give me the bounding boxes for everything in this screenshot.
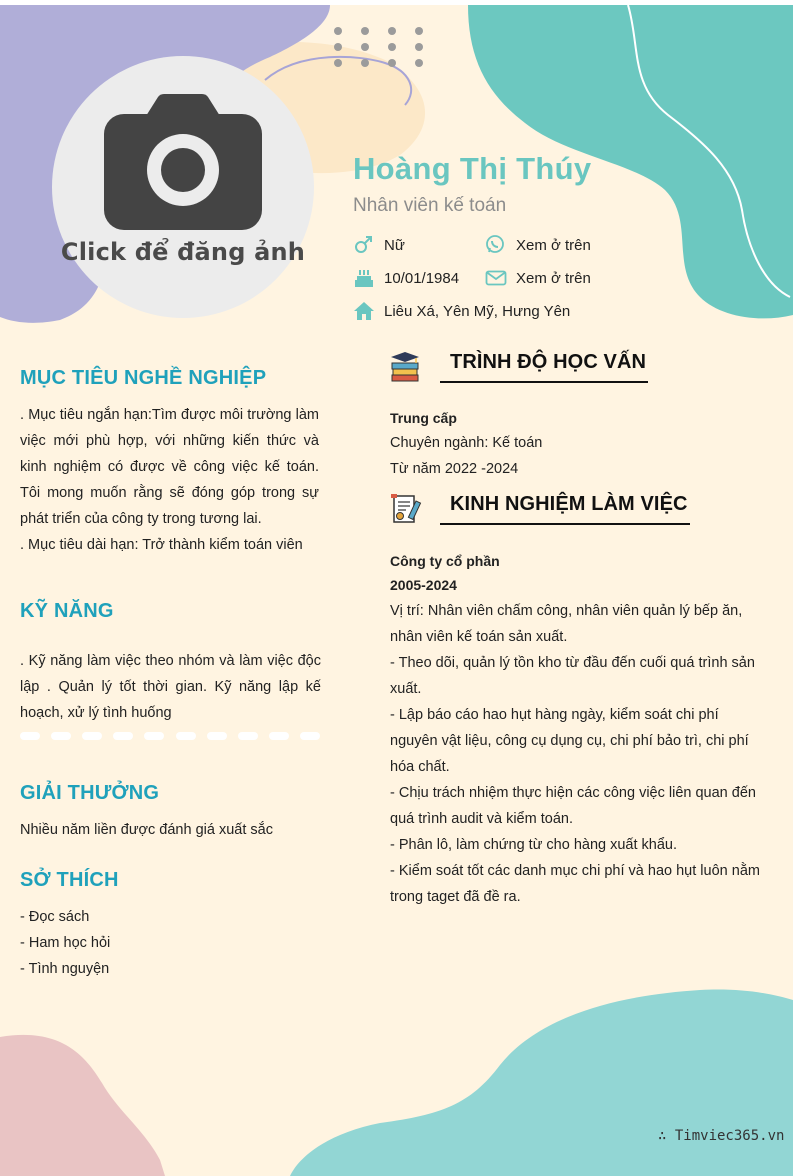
- objective-long-term: . Mục tiêu dài hạn: Trở thành kiểm toán viên: [20, 537, 303, 553]
- light-teal-blob: [290, 990, 793, 1176]
- awards-text: Nhiều năm liền được đánh giá xuất sắc: [20, 822, 273, 838]
- mail-icon: [485, 268, 507, 288]
- camera-icon: [104, 94, 262, 230]
- hobby-item: - Ham học hỏi: [20, 935, 111, 951]
- dashed-divider: [20, 732, 320, 740]
- education-major: Chuyên ngành: Kế toán: [390, 435, 543, 451]
- education-heading: [390, 351, 648, 383]
- education-level: Trung cấp: [390, 410, 457, 426]
- experience-title: KINH NGHIỆM LÀM VIỆC: [440, 493, 690, 525]
- experience-line: - Kiểm soát tốt các danh mục chi phí và hao hụt luôn nằm trong taget đã đề ra.: [390, 863, 760, 905]
- photo-upload-label: Click để đăng ảnh: [60, 238, 306, 266]
- objective-text: [20, 402, 319, 558]
- gender-value: Nữ: [384, 236, 405, 254]
- home-icon: [353, 301, 375, 321]
- awards-title: GIẢI THƯỞNG: [20, 782, 160, 804]
- birthday-info: [353, 268, 459, 288]
- experience-line: - Theo dõi, quản lý tồn kho từ đầu đến cuối quá trình sản xuất.: [390, 655, 755, 697]
- experience-heading: [390, 493, 690, 525]
- hobbies-title: SỞ THÍCH: [20, 869, 119, 891]
- phone-value: Xem ở trên: [516, 236, 591, 254]
- experience-line: - Chịu trách nhiệm thực hiện các công việc liên quan đến quá trình audit và kiểm toán.: [390, 785, 756, 827]
- experience-company: Công ty cổ phần: [390, 553, 500, 569]
- hobbies-list: [20, 904, 320, 982]
- experience-line: - Lập báo cáo hao hụt hàng ngày, kiểm soát chi phí nguyên vật liệu, công cụ dụng cụ, chi phí bảo trì, chi phí hóa chất.: [390, 707, 749, 775]
- pink-blob: [0, 1035, 165, 1176]
- birthday-value: 10/01/1984: [384, 269, 460, 287]
- experience-line: - Phân lô, làm chứng từ cho hàng xuất khẩu.: [390, 837, 678, 853]
- phone-info: [485, 235, 591, 255]
- address-value: Liêu Xá, Yên Mỹ, Hưng Yên: [384, 302, 571, 320]
- email-value: Xem ở trên: [516, 269, 591, 287]
- experience-details: [390, 550, 768, 910]
- photo-upload[interactable]: [52, 56, 314, 318]
- hobby-item: - Tình nguyện: [20, 961, 110, 977]
- gender-info: [353, 235, 405, 255]
- watermark: ∴ Timviec365.vn: [658, 1128, 785, 1144]
- objective-short-term: . Mục tiêu ngắn hạn:Tìm được môi trường làm việc mới phù hợp, với những kiến thức và kinh nghiệm có được về công việc kế toán. Tôi mong muốn rằng sẽ đóng góp trong sự phát triển của công ty trong tương lai.: [20, 407, 319, 527]
- objective-title: MỤC TIÊU NGHỀ NGHIỆP: [20, 367, 267, 389]
- email-info: [485, 268, 591, 288]
- candidate-name: Hoàng Thị Thúy: [353, 151, 592, 186]
- experience-period: 2005-2024: [390, 577, 457, 593]
- skills-title: KỸ NĂNG: [20, 600, 114, 622]
- education-period: Từ năm 2022 -2024: [390, 461, 519, 477]
- job-position: Nhân viên kế toán: [353, 195, 507, 216]
- skills-text: . Kỹ năng làm việc theo nhóm và làm việc độc lập . Quản lý tốt thời gian. Kỹ năng lập kế hoạch, xử lý tình huống: [20, 653, 321, 721]
- education-title: TRÌNH ĐỘ HỌC VẤN: [440, 351, 648, 383]
- education-details: [390, 406, 770, 482]
- gender-icon: [353, 235, 375, 255]
- books-icon: [390, 351, 422, 383]
- address-info: [353, 301, 570, 321]
- experience-line: Vị trí: Nhân viên chấm công, nhân viên quản lý bếp ăn, nhân viên kế toán sản xuất.: [390, 603, 743, 645]
- hobby-item: - Đọc sách: [20, 909, 90, 925]
- cv-paper: [0, 5, 793, 1176]
- work-document-icon: [390, 493, 422, 525]
- phone-icon: [485, 235, 507, 255]
- birthday-cake-icon: [353, 268, 375, 288]
